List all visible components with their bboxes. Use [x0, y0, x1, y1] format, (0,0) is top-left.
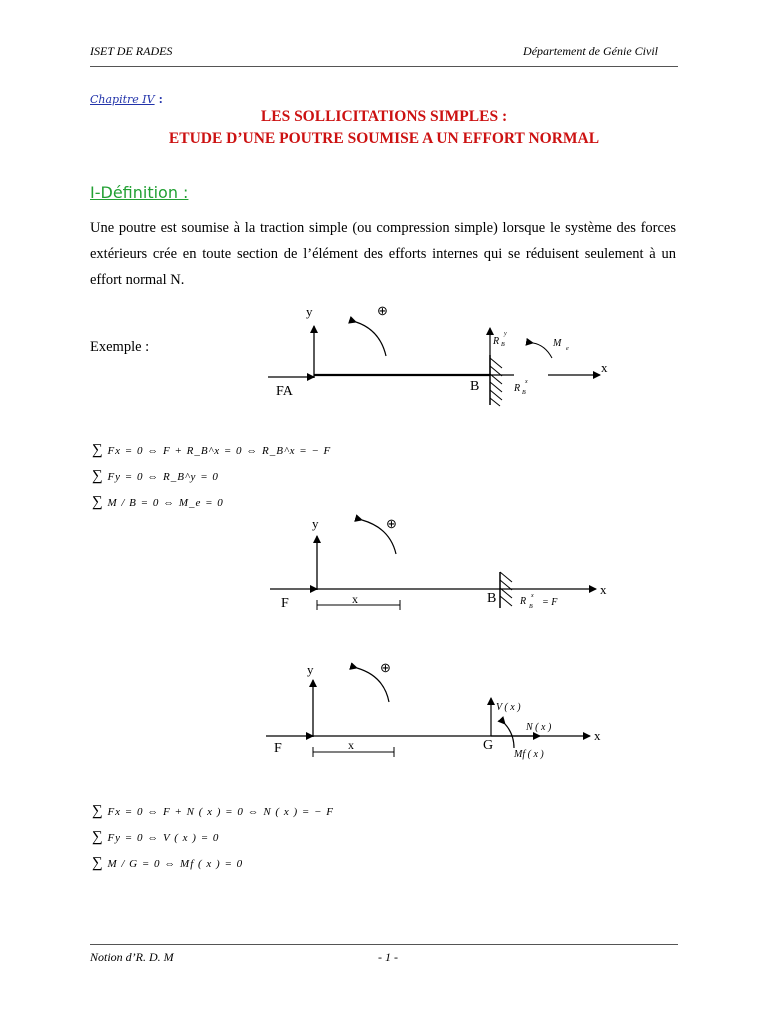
fig1-rx-sub: B	[522, 390, 526, 396]
fig1-x-label: x	[601, 360, 608, 375]
fig2-b-label: B	[487, 591, 497, 606]
fig2-f-label: F	[281, 596, 289, 611]
fig1-me-sub: e	[566, 346, 569, 352]
fig2-plus: ⊕	[386, 516, 397, 531]
header-right: Département de Génie Civil	[523, 44, 658, 58]
fig2-x-label: x	[600, 582, 607, 597]
figure-2	[270, 516, 607, 611]
chapter-text: Chapitre IV	[90, 93, 155, 106]
title-line2: ETUDE D’UNE POUTRE SOUMISE A UN EFFORT NORMAL	[168, 130, 600, 147]
fig3-g-label: G	[483, 738, 494, 753]
header-left: ISET DE RADES	[90, 44, 173, 58]
fig3-n-label: N ( x )	[526, 722, 552, 733]
fig1-plus: ⊕	[377, 303, 388, 318]
fig1-ry-R: R	[493, 336, 500, 347]
section-heading: I-Définition :	[90, 183, 189, 202]
fig3-mf-label: Mf ( x )	[514, 749, 544, 760]
fig2-rb-R: R	[520, 596, 527, 607]
footer-rule	[90, 944, 678, 945]
chapter-colon: :	[158, 91, 163, 106]
equation-2-3: ∑ M / G = 0 ⇔ Mf ( x ) = 0	[92, 855, 244, 871]
equation-1-2: ∑ Fy = 0 ⇔ R_B^y = 0	[92, 468, 219, 484]
fig1-b-label: B	[470, 379, 480, 394]
fig1-me-arc	[533, 343, 552, 358]
fig3-plus: ⊕	[380, 660, 391, 675]
page-number: - 1 -	[378, 950, 398, 964]
fig3-y-label: y	[307, 662, 314, 677]
fig1-moment-arc	[356, 322, 386, 356]
definition-paragraph: Une poutre est soumise à la traction simple (ou compression simple) lorsque le système des forces extérieurs crée en toute section de l’élément des efforts internes qui se réduisent seulement à un effort normal N.	[90, 220, 676, 288]
fig2-seg-label: x	[352, 592, 358, 606]
fig2-rb-sup: x	[531, 593, 534, 599]
equation-1-3: ∑ M / B = 0 ⇔ M_e = 0	[92, 494, 224, 510]
fig1-fa-label: FA	[276, 384, 293, 399]
equation-2-1: ∑ Fx = 0 ⇔ F + N ( x ) = 0 ⇔ N ( x ) = − F	[92, 803, 334, 819]
fig1-ry-sub: B	[501, 342, 505, 348]
fig2-y-label: y	[312, 516, 319, 531]
fig2-rb-sub: B	[529, 604, 533, 610]
footer-left: Notion d’R. D. M	[90, 950, 174, 964]
figure-3	[266, 660, 601, 760]
fig1-rx-sup: x	[525, 379, 528, 385]
fig3-v-label: V ( x )	[496, 702, 521, 713]
equation-1-1: ∑ Fx = 0 ⇔ F + R_B^x = 0 ⇔ R_B^x = − F	[92, 442, 332, 458]
title-line1: LES SOLLICITATIONS SIMPLES :	[260, 108, 508, 125]
fig1-ry-sup: y	[504, 331, 507, 337]
fig1-rx-R: R	[514, 383, 521, 394]
fig3-seg-label: x	[348, 738, 354, 752]
fig1-support-hatch	[490, 358, 502, 406]
fig1-y-label: y	[306, 304, 313, 319]
equation-2-2: ∑ Fy = 0 ⇔ V ( x ) = 0	[92, 829, 220, 845]
fig1-me-M: M	[553, 338, 562, 349]
example-label: Exemple :	[90, 339, 150, 355]
fig3-f-label: F	[274, 741, 282, 756]
figure-1	[268, 303, 608, 406]
fig2-rb-eq: = F	[542, 597, 558, 608]
fig3-x-label: x	[594, 728, 601, 743]
